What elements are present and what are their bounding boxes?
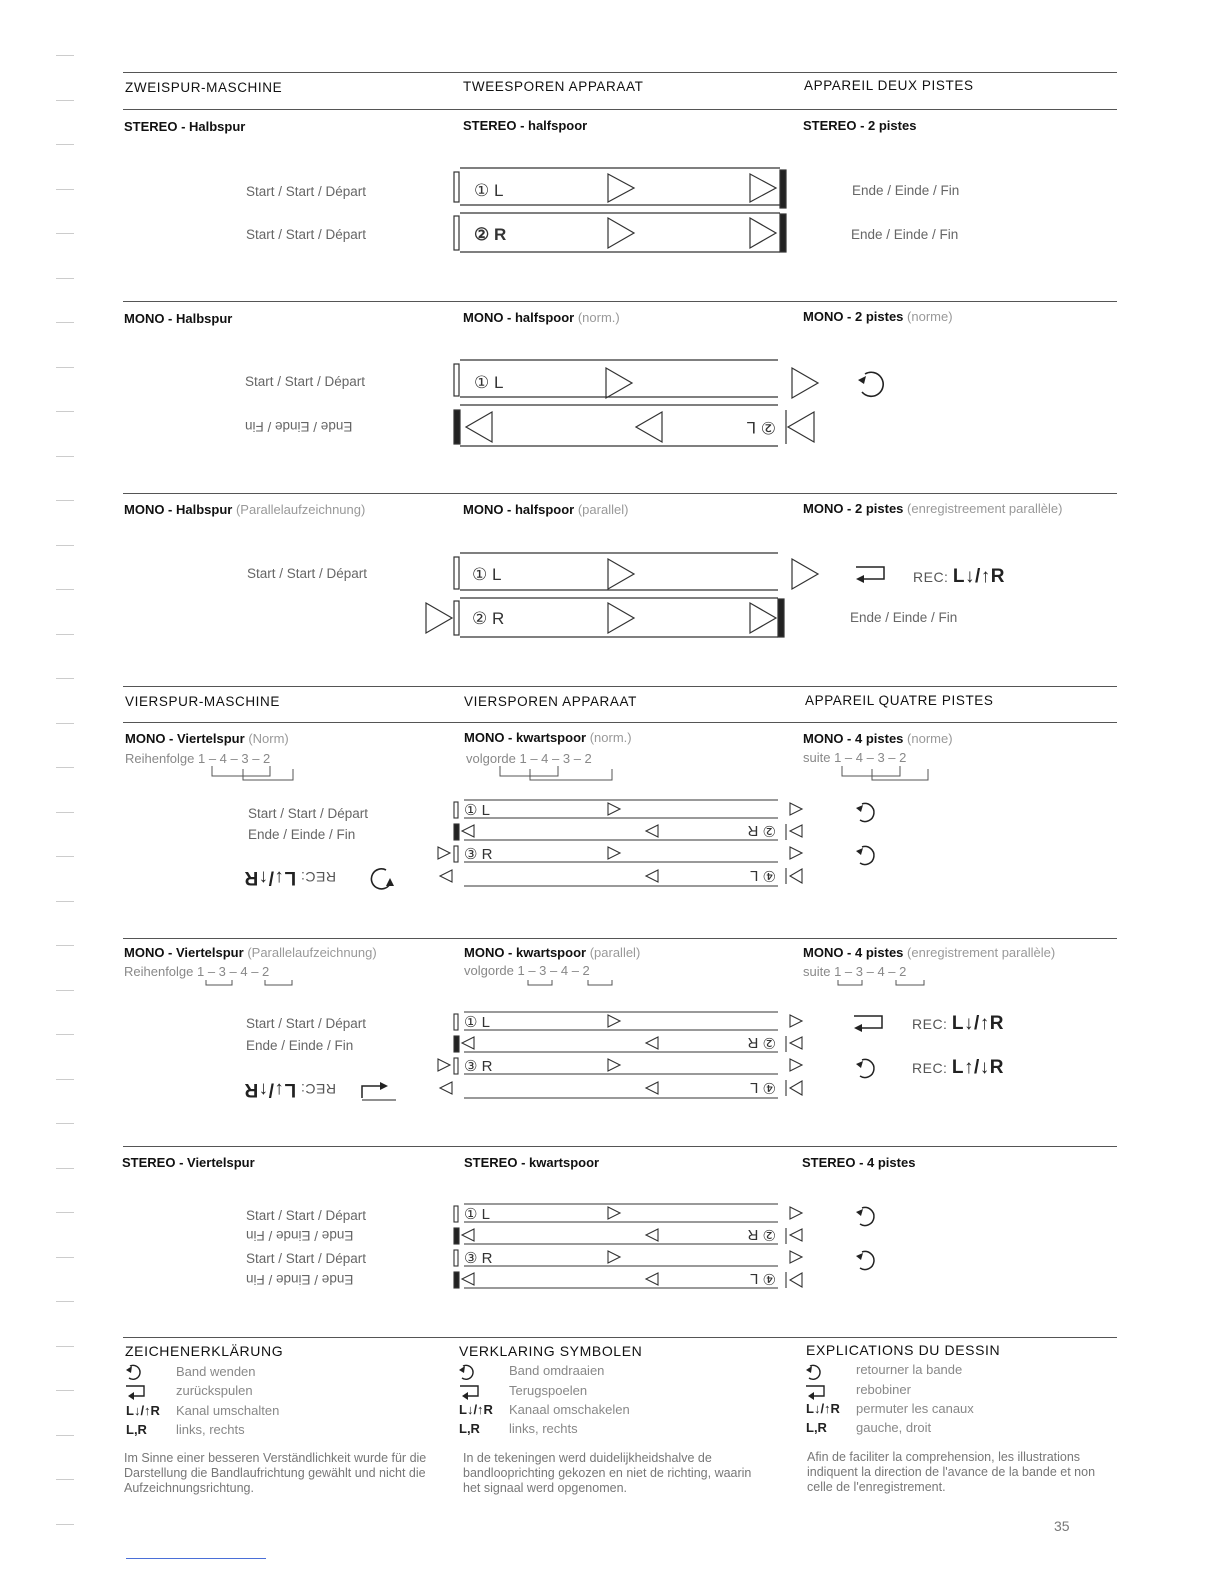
margin-tick — [56, 1034, 74, 1035]
track-label: ① L — [474, 373, 504, 392]
legend-item: Terugspoelen — [509, 1383, 588, 1398]
margin-tick — [56, 1524, 74, 1525]
turn-tape-icon — [862, 372, 883, 396]
margin-tick — [56, 233, 74, 234]
margin-tick — [56, 901, 74, 902]
legend-note-de: Im Sinne einer besseren Verständlichkeit wurde für die Darstellung die Bandlaufrichtung gewählt und nicht die Aufzeichnungsrichtung. — [124, 1451, 427, 1495]
section-title-de: MONO - Viertelspur (Norm) — [125, 731, 289, 746]
margin-tick — [56, 1479, 74, 1480]
margin-tick — [56, 678, 74, 679]
mono-quarter-parallel-tape-diagram — [430, 1010, 900, 1106]
start-label: Start / Start / Départ — [245, 374, 366, 389]
margin-tick — [56, 1212, 74, 1213]
legend-item: Band omdraaien — [509, 1363, 605, 1378]
end-label: Ende / Einde / Fin — [850, 610, 958, 625]
start-label: Start / Start / Départ — [246, 1208, 367, 1223]
margin-tick — [56, 1079, 74, 1080]
margin-tick — [56, 990, 74, 991]
margin-tick — [56, 1123, 74, 1124]
start-label: Start / Start / Départ — [246, 184, 367, 199]
mono-quarter-tape-diagram — [430, 798, 900, 894]
divider — [123, 686, 1117, 687]
sequence: suite 1 – 4 – 3 – 2 — [803, 750, 907, 765]
rec-instruction: REC: L↓/↑R — [912, 1013, 1004, 1034]
legend-title-nl: VERKLARING SYMBOLEN — [459, 1343, 643, 1359]
start-bar — [454, 172, 459, 202]
margin-tick — [56, 634, 74, 635]
track-label: ① L — [472, 565, 502, 584]
margin-tick — [56, 55, 74, 56]
sequence: Reihenfolge 1 – 3 – 4 – 2 — [124, 964, 270, 979]
start-label: Start / Start / Départ — [246, 1016, 367, 1031]
track-label: ③ R — [464, 846, 493, 863]
end-label: Ende / Einde / Fin — [248, 827, 356, 842]
divider — [123, 1146, 1117, 1147]
section-title-nl: MONO - kwartspoor (norm.) — [464, 730, 632, 745]
divider — [123, 722, 1117, 723]
legend-item: zurückspulen — [176, 1383, 253, 1398]
track-label: ① L — [474, 181, 504, 200]
legend-item: L,R links, rechts — [459, 1421, 578, 1436]
start-label: Start / Start / Départ — [246, 1251, 367, 1266]
section-title-de: MONO - Halbspur (Parallelaufzeichnung) — [124, 502, 366, 517]
margin-tick — [56, 500, 74, 501]
margin-tick — [56, 1257, 74, 1258]
section-title-fr: STEREO - 2 pistes — [803, 118, 917, 133]
margin-tick — [56, 856, 74, 857]
track-label: ③ R — [464, 1250, 493, 1267]
margin-tick — [56, 100, 74, 101]
section-title-fr: MONO - 2 pistes (enregistreement parallèle) — [803, 501, 1063, 516]
sequence: volgorde 1 – 4 – 3 – 2 — [466, 751, 592, 766]
section-title-de: STEREO - Viertelspur — [122, 1155, 255, 1170]
sequence-brackets — [120, 766, 950, 782]
track-label-inverted: ④ L — [750, 1079, 776, 1096]
margin-tick — [56, 1390, 74, 1391]
margin-tick — [56, 945, 74, 946]
legend-item: retourner la bande — [856, 1362, 963, 1377]
margin-tick — [56, 723, 74, 724]
end-bar — [780, 214, 786, 252]
divider — [123, 109, 1117, 110]
margin-tick — [56, 589, 74, 590]
start-label: Start / Start / Départ — [248, 806, 369, 821]
rec-instruction-inverted: REC: L↓/↑R — [244, 867, 336, 888]
end-label-inverted: Ende / Einde / Fin — [246, 1228, 354, 1243]
track-label-inverted: ② R — [747, 822, 776, 839]
rec-instruction: REC: L↓/↑R — [913, 566, 1005, 587]
legend-title-de: ZEICHENERKLÄRUNG — [125, 1343, 284, 1359]
end-label: Ende / Einde / Fin — [852, 183, 960, 198]
section-title-fr: MONO - 4 pistes (norme) — [803, 731, 953, 746]
start-label: Start / Start / Départ — [246, 227, 367, 242]
legend-item: L,R gauche, droit — [806, 1420, 932, 1435]
header-fr: APPAREIL QUATRE PISTES — [805, 693, 994, 708]
play-arrow — [750, 218, 776, 248]
page-number: 35 — [1054, 1518, 1070, 1534]
section-title-nl: MONO - kwartspoor (parallel) — [464, 945, 641, 960]
track-label: ① L — [464, 1014, 490, 1031]
header-de: ZWEISPUR-MASCHINE — [125, 80, 283, 95]
margin-tick — [56, 545, 74, 546]
mono-half-tape-diagram — [440, 352, 900, 452]
play-arrow — [608, 218, 634, 248]
section-title-nl: MONO - halfspoor (norm.) — [463, 310, 620, 325]
track-label-inverted: ② R — [747, 1226, 776, 1243]
track-label-inverted: ② L — [746, 418, 776, 437]
margin-tick — [56, 767, 74, 768]
track-label: ② R — [474, 225, 507, 244]
header-fr: APPAREIL DEUX PISTES — [804, 78, 974, 93]
section-title-de: MONO - Halbspur — [124, 311, 233, 326]
end-label: Ende / Einde / Fin — [851, 227, 959, 242]
header-de: VIERSPUR-MASCHINE — [125, 694, 280, 709]
margin-tick — [56, 144, 74, 145]
section-title-fr: MONO - 4 pistes (enregistrement parallèle) — [803, 945, 1056, 960]
legend-item: rebobiner — [856, 1382, 911, 1397]
margin-tick — [56, 189, 74, 190]
track-label-inverted: ④ L — [750, 1270, 776, 1287]
margin-tick — [56, 1301, 74, 1302]
legend-item: Band wenden — [176, 1364, 256, 1379]
track-label: ③ R — [464, 1058, 493, 1075]
rewind-icon-inverted — [358, 1074, 398, 1104]
legend-note-fr: Afin de faciliter la comprehension, les illustrations indiquent la direction de l'avance de la bande et non celle de l'enregistrement. — [807, 1450, 1096, 1494]
sequence: volgorde 1 – 3 – 4 – 2 — [464, 963, 590, 978]
end-label: Ende / Einde / Fin — [246, 1038, 354, 1053]
legend-item: L↓/↑R permuter les canaux — [806, 1401, 974, 1416]
sequence: Reihenfolge 1 – 4 – 3 – 2 — [125, 751, 271, 766]
play-arrow — [608, 174, 634, 202]
track-label: ① L — [464, 1206, 490, 1223]
section-title-de: MONO - Viertelspur (Parallelaufzeichnung) — [124, 945, 377, 960]
margin-tick — [56, 1346, 74, 1347]
section-title-fr: MONO - 2 pistes (norme) — [803, 309, 953, 324]
divider — [123, 72, 1117, 73]
margin-tick — [56, 1435, 74, 1436]
rec-instruction-inverted: REC: L↓/↑R — [244, 1079, 336, 1100]
turn-icon-inverted — [368, 866, 398, 892]
stereo-quarter-tape-diagram — [430, 1202, 900, 1298]
margin-tick — [56, 411, 74, 412]
sequence-brackets — [120, 980, 950, 992]
legend-note-nl: In de tekeningen werd duidelijkheidshalve de bandlooprichting gekozen en niet de richting, waarin het signaal werd opgenomen. — [463, 1451, 752, 1495]
legend-title-fr: EXPLICATIONS DU DESSIN — [806, 1342, 1001, 1358]
section-title-nl: STEREO - halfspoor — [463, 118, 588, 133]
margin-tick — [56, 1168, 74, 1169]
play-arrow — [792, 368, 818, 398]
play-arrow — [750, 174, 776, 202]
start-bar — [454, 216, 459, 250]
margin-tick — [56, 812, 74, 813]
rec-instruction: REC: L↑/↓R — [912, 1057, 1004, 1078]
track-label: ② R — [472, 609, 505, 628]
legend-item: L,R links, rechts — [126, 1422, 245, 1437]
header-nl: VIERSPOREN APPARAAT — [464, 694, 637, 709]
start-label: Start / Start / Départ — [247, 566, 368, 581]
margin-tick — [56, 456, 74, 457]
section-title-de: STEREO - Halbspur — [124, 119, 246, 134]
legend-item: L↓/↑R Kanaal omschakelen — [459, 1402, 630, 1417]
end-label-inverted: Ende / Einde / Fin — [246, 1272, 354, 1287]
track-label-inverted: ② R — [747, 1034, 776, 1051]
section-title-nl: STEREO - kwartspoor — [464, 1155, 600, 1170]
divider — [123, 938, 1117, 939]
mono-half-parallel-tape-diagram — [420, 545, 900, 645]
end-label-inverted: Ende / Einde / Fin — [245, 419, 353, 434]
track-label-inverted: ④ L — [750, 867, 776, 884]
margin-tick — [56, 322, 74, 323]
margin-tick — [56, 367, 74, 368]
end-bar — [780, 170, 786, 208]
divider — [123, 301, 1117, 302]
divider — [123, 493, 1117, 494]
section-title-nl: MONO - halfspoor (parallel) — [463, 502, 629, 517]
sequence: suite 1 – 3 – 4 – 2 — [803, 964, 907, 979]
footer-line — [126, 1558, 266, 1559]
header-nl: TWEESPOREN APPARAAT — [463, 79, 644, 94]
track-label: ① L — [464, 802, 490, 819]
section-title-fr: STEREO - 4 pistes — [802, 1155, 916, 1170]
stereo-half-tape-diagram — [440, 160, 810, 260]
margin-tick — [56, 278, 74, 279]
legend-item: L↓/↑R Kanal umschalten — [126, 1403, 280, 1418]
divider — [123, 1337, 1117, 1338]
